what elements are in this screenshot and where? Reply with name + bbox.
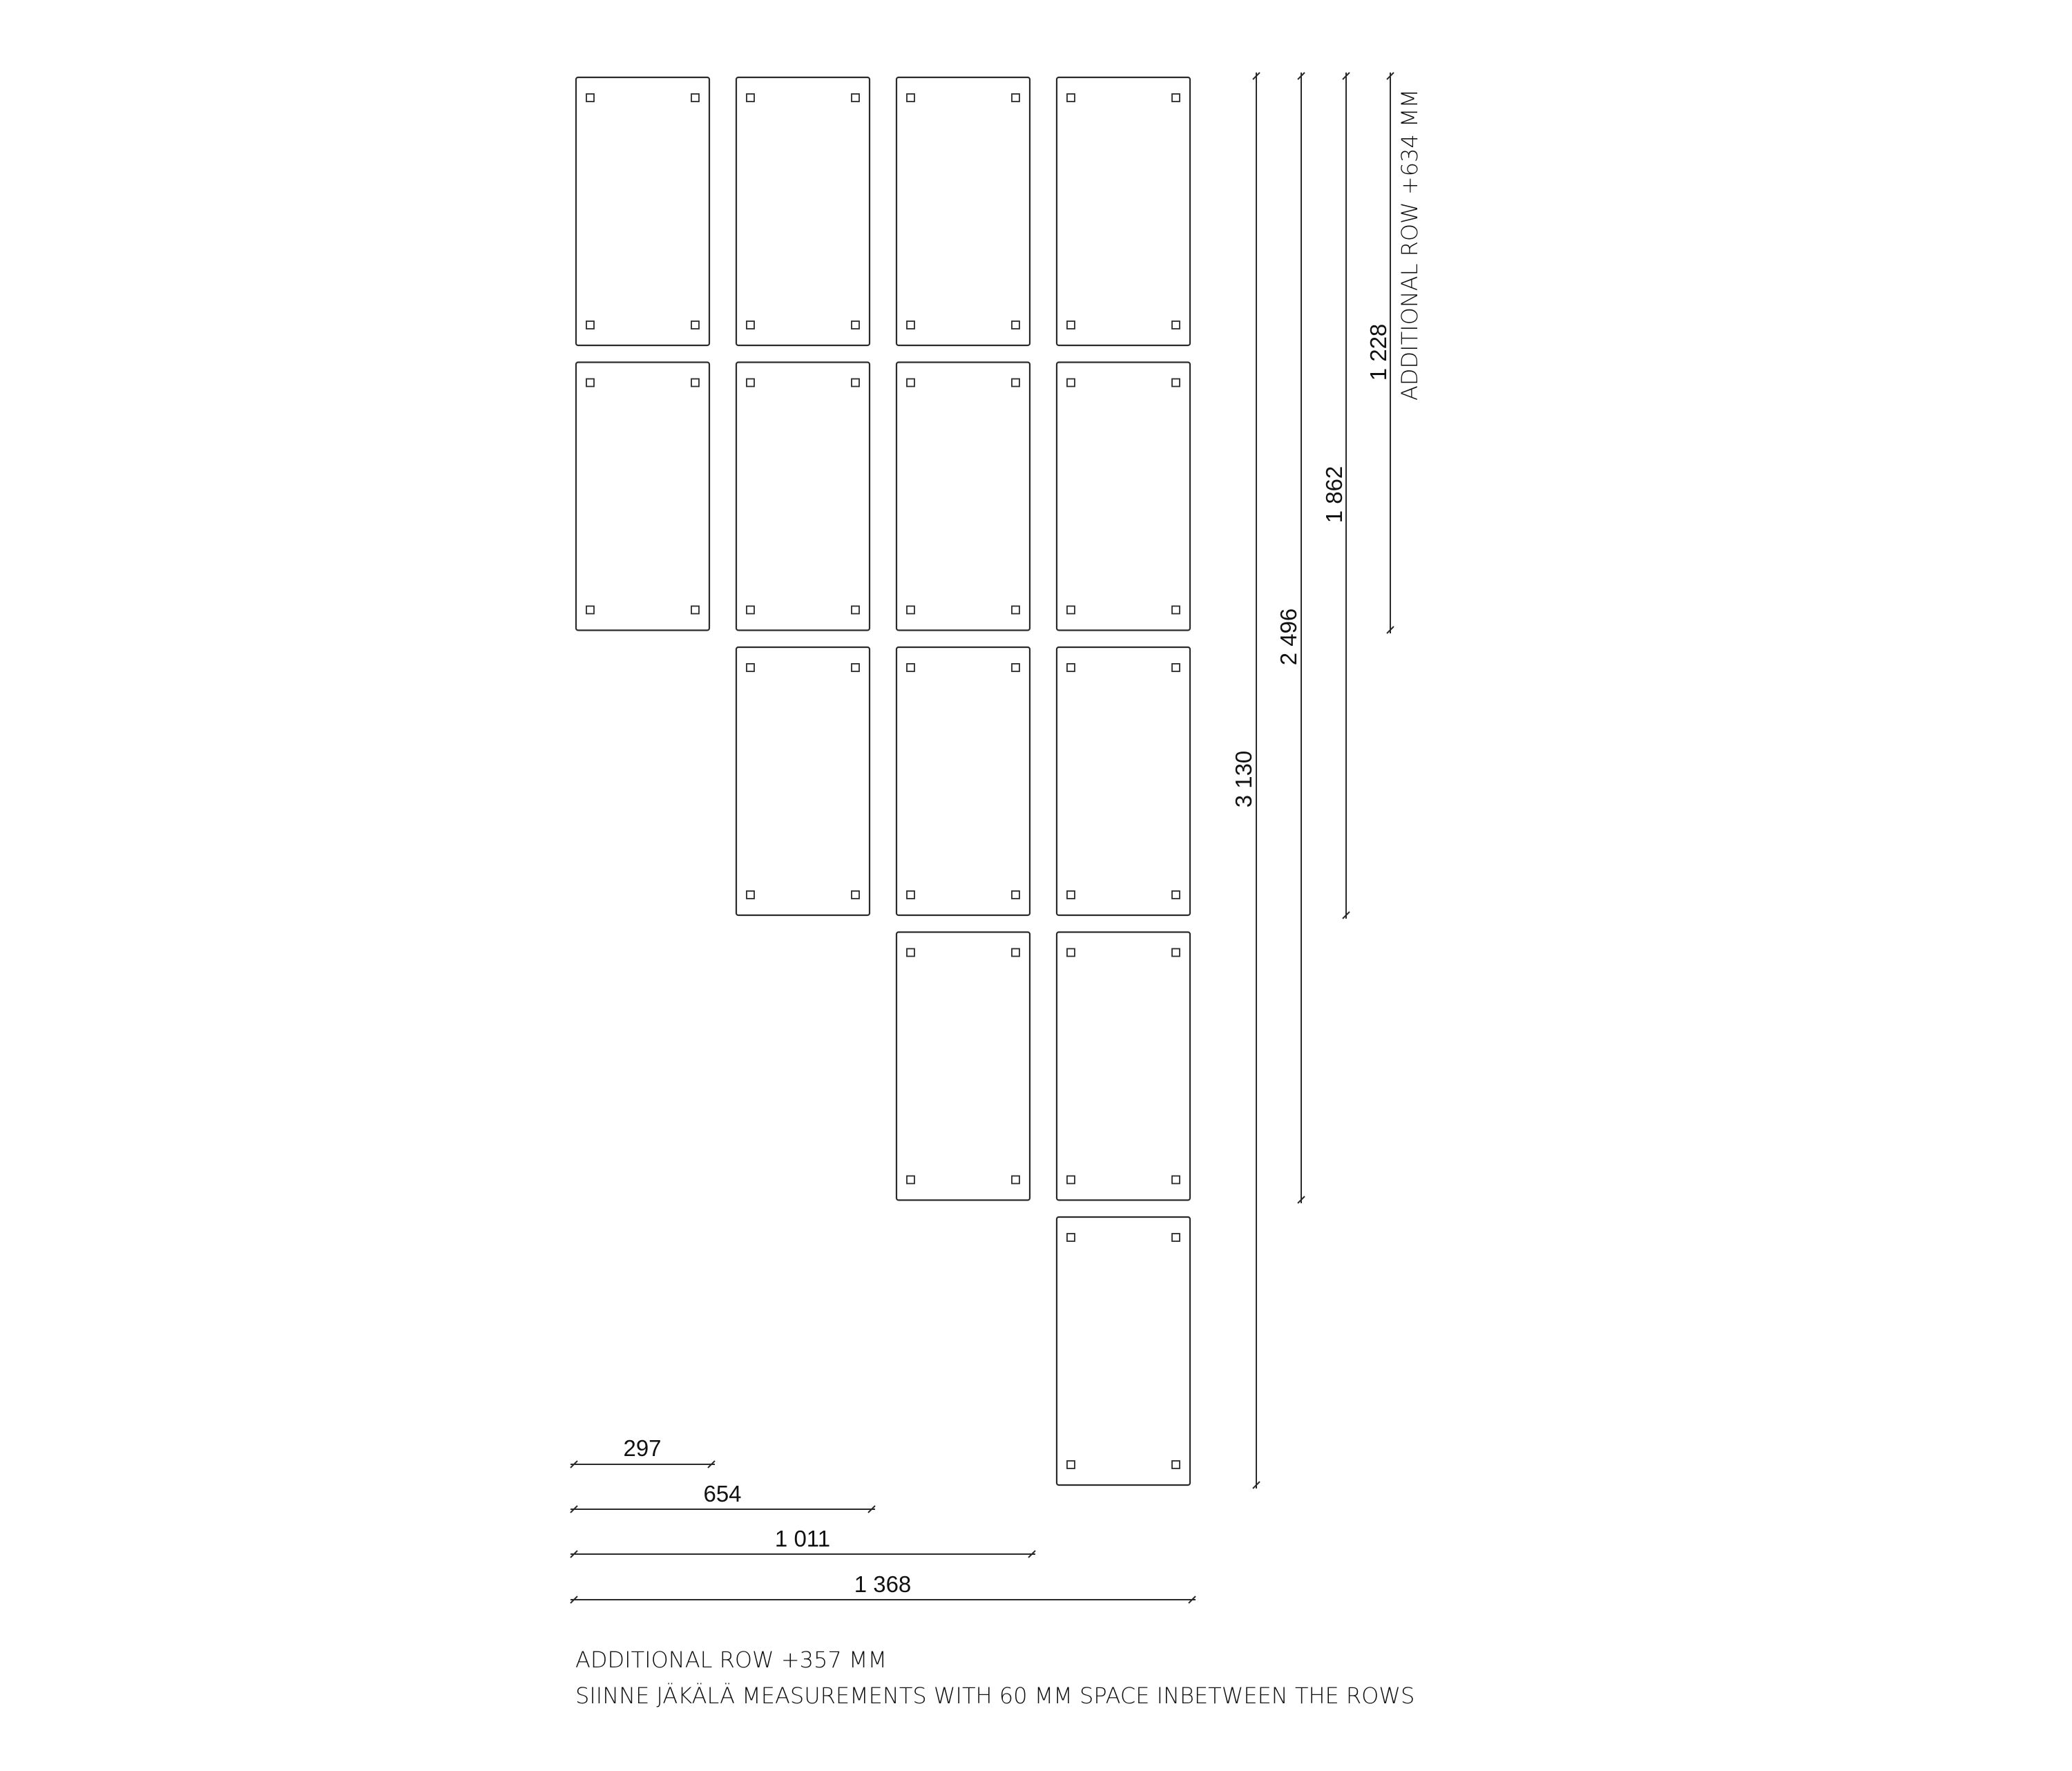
width-dimension-3-label: 1 011 — [774, 1526, 831, 1551]
panel-outline — [896, 647, 1030, 915]
panel — [1057, 932, 1190, 1200]
mounting-hole — [747, 321, 754, 329]
panel-outline — [1057, 363, 1190, 631]
width-dimension-2-label: 654 — [703, 1481, 742, 1506]
panel-outline — [896, 77, 1030, 345]
panel-outline — [896, 932, 1030, 1200]
mounting-hole — [1012, 606, 1019, 614]
mounting-hole — [852, 606, 859, 614]
panel-outline — [896, 363, 1030, 631]
panel-outline — [736, 77, 870, 345]
mounting-hole — [1172, 1176, 1180, 1184]
mounting-hole — [747, 606, 754, 614]
mounting-hole — [691, 379, 699, 387]
mounting-hole — [1067, 1461, 1075, 1468]
width-dimension-4-label: 1 368 — [854, 1571, 912, 1597]
panel — [896, 647, 1030, 915]
mounting-hole — [907, 379, 914, 387]
mounting-hole — [852, 321, 859, 329]
mounting-hole — [1172, 606, 1180, 614]
mounting-hole — [852, 379, 859, 387]
mounting-hole — [747, 379, 754, 387]
mounting-hole — [1067, 1234, 1075, 1241]
mounting-hole — [747, 94, 754, 102]
mounting-hole — [1172, 1234, 1180, 1241]
mounting-hole — [1067, 606, 1075, 614]
panel — [736, 77, 870, 345]
width-dimension-3 — [570, 1551, 1035, 1558]
panel — [1057, 1217, 1190, 1485]
additional-row-width-note: ADDITIONAL ROW +357 MM — [575, 1647, 888, 1673]
mounting-hole — [586, 94, 594, 102]
mounting-hole — [1172, 379, 1180, 387]
mounting-hole — [1012, 664, 1019, 671]
mounting-hole — [691, 94, 699, 102]
mounting-hole — [1067, 94, 1075, 102]
height-dimension-4-label: 1 228 — [1365, 323, 1391, 381]
panel — [896, 932, 1030, 1200]
mounting-hole — [907, 891, 914, 899]
mounting-hole — [907, 606, 914, 614]
mounting-hole — [1067, 664, 1075, 671]
panel — [1057, 77, 1190, 345]
panel — [576, 363, 709, 631]
panel — [1057, 647, 1190, 915]
mounting-hole — [747, 891, 754, 899]
mounting-hole — [852, 94, 859, 102]
panel-outline — [576, 77, 709, 345]
mounting-hole — [1012, 379, 1019, 387]
mounting-hole — [691, 606, 699, 614]
mounting-hole — [1067, 379, 1075, 387]
mounting-hole — [852, 664, 859, 671]
mounting-hole — [1012, 321, 1019, 329]
panel — [896, 363, 1030, 631]
panel — [736, 647, 870, 915]
height-dimension-1-label: 3 130 — [1231, 750, 1256, 808]
mounting-hole — [1067, 891, 1075, 899]
mounting-hole — [907, 321, 914, 329]
mounting-hole — [1067, 1176, 1075, 1184]
mounting-hole — [1172, 321, 1180, 329]
panel-outline — [736, 647, 870, 915]
panel-outline — [1057, 932, 1190, 1200]
mounting-hole — [1067, 949, 1075, 957]
panel-outline — [1057, 77, 1190, 345]
mounting-hole — [691, 321, 699, 329]
panel — [736, 363, 870, 631]
mounting-hole — [747, 664, 754, 671]
width-dimension-1 — [570, 1461, 715, 1468]
mounting-hole — [586, 606, 594, 614]
additional-row-height-note: ADDITIONAL ROW +634 MM — [1397, 88, 1423, 401]
mounting-hole — [907, 664, 914, 671]
panel — [576, 77, 709, 345]
panel — [1057, 363, 1190, 631]
panel-outline — [736, 363, 870, 631]
width-dimension-2 — [570, 1506, 875, 1513]
mounting-hole — [1172, 949, 1180, 957]
panel-outline — [576, 363, 709, 631]
mounting-hole — [1067, 321, 1075, 329]
panel — [896, 77, 1030, 345]
mounting-hole — [1012, 949, 1019, 957]
height-dimension-2-label: 2 496 — [1276, 608, 1301, 666]
mounting-hole — [1172, 94, 1180, 102]
mounting-hole — [1172, 891, 1180, 899]
mounting-hole — [1172, 1461, 1180, 1468]
mounting-hole — [907, 94, 914, 102]
mounting-hole — [907, 1176, 914, 1184]
mounting-hole — [907, 949, 914, 957]
panel-outline — [1057, 1217, 1190, 1485]
mounting-hole — [1012, 1176, 1019, 1184]
mounting-hole — [1012, 891, 1019, 899]
width-dimension-4 — [570, 1596, 1196, 1603]
height-dimension-3-label: 1 862 — [1321, 466, 1347, 524]
width-dimension-1-label: 297 — [623, 1435, 662, 1461]
mounting-hole — [1012, 94, 1019, 102]
mounting-hole — [852, 891, 859, 899]
mounting-hole — [1172, 664, 1180, 671]
mounting-hole — [586, 379, 594, 387]
mounting-hole — [586, 321, 594, 329]
caption-note: SIINNE JÄKÄLÄ MEASUREMENTS WITH 60 MM SPACE INBETWEEN THE ROWS — [575, 1683, 1415, 1709]
panel-layout — [576, 77, 1190, 1485]
panel-outline — [1057, 647, 1190, 915]
